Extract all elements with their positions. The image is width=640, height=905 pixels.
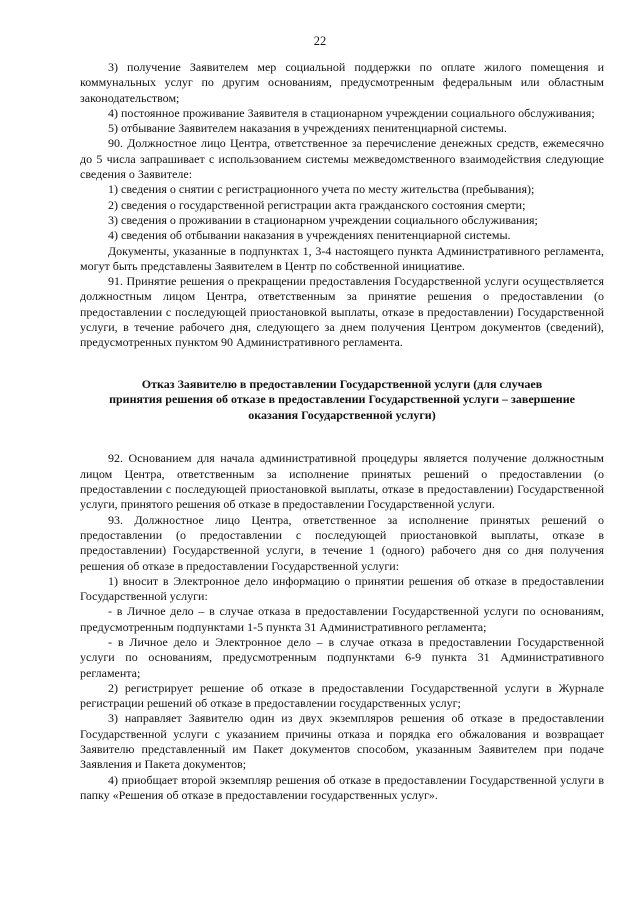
section-heading-line: оказания Государственной услуги) [248, 407, 436, 422]
paragraph: 91. Принятие решения о прекращении предоставления Государственной услуги осуществляется должностным лицом Центра, ответственным за принятие решения о предоставлении (о предоставлении с последующей приостановкой выплаты, отказе в предоставлении) Государственной услуги, в течение рабочего дня, следующего за днем получения Центром документов (сведений), предусмотренных пунктом 90 Административного регламента. [80, 274, 604, 350]
paragraph: 4) приобщает второй экземпляр решения об отказе в предоставлении Государственной услуги в папку «Решения об отказе в предоставлении государственных услуг». [80, 772, 604, 802]
paragraph: - в Личное дело и Электронное дело – в случае отказа в предоставлении Государственной услуги по основаниям, предусмотренным подпунктами 6-9 пункта 31 Административного регламента; [80, 634, 604, 680]
paragraph: 93. Должностное лицо Центра, ответственное за исполнение принятых решений о предоставлении (о предоставлении с последующей приостановкой выплаты, отказе в предоставлении) Государственной услуги, в течение 1 (одного) рабочего дня со дня получения решения об отказе в предоставлении Государственной услуги: [80, 512, 604, 573]
section-heading-line: принятия решения об отказе в предоставлении Государственной услуги – завершение [109, 392, 575, 407]
paragraph: 3) сведения о проживании в стационарном учреждении социального обслуживания; [108, 212, 538, 227]
paragraph: 4) постоянное проживание Заявителя в стационарном учреждении социального обслуживания; [108, 105, 595, 120]
document-body [80, 60, 604, 803]
paragraph: 3) получение Заявителем мер социальной поддержки по оплате жилого помещения и коммунальных услуг по другим основаниям, предусмотренным федеральным или областным законодательством; [80, 60, 604, 105]
page-number: 22 [313, 34, 327, 48]
paragraph: 2) регистрирует решение об отказе в предоставлении Государственной услуги в Журнале регистрации решений об отказе в предоставлении государственных услуг; [80, 680, 604, 711]
paragraph: - в Личное дело – в случае отказа в предоставлении Государственной услуги по основаниям, предусмотренным подпунктами 1-5 пункта 31 Административного регламента; [80, 604, 604, 634]
paragraphs-after-heading [80, 451, 604, 803]
paragraph: 3) направляет Заявителю один из двух экземпляров решения об отказе в предоставлении Государственной услуги с указанием причины отказа и порядка его обжалования и возвращает Заявителю представленный им Пакет документов способом, указанным Заявителем при подаче Заявления и Пакета документов; [80, 711, 604, 772]
paragraph: 1) сведения о снятии с регистрационного учета по месту жительства (пребывания); [108, 182, 535, 197]
paragraph: 4) сведения об отбывании наказания в учреждениях пенитенциарной системы. [108, 228, 511, 243]
section-heading [80, 377, 604, 424]
paragraph: 1) вносит в Электронное дело информацию о принятии решения об отказе в предоставлении Государственной услуги: [80, 573, 604, 604]
paragraph: 5) отбывание Заявителем наказания в учреждениях пенитенциарной системы. [108, 121, 507, 136]
paragraph: 2) сведения о государственной регистрации акта гражданского состояния смерти; [108, 197, 526, 212]
paragraph: Документы, указанные в подпунктах 1, 3-4 настоящего пункта Административного регламента, могут быть представлены Заявителем в Центр по собственной инициативе. [80, 243, 604, 273]
paragraph: 90. Должностное лицо Центра, ответственное за перечисление денежных средств, ежемесячно до 5 числа запрашивает с использованием системы межведомственного взаимодействия следующие сведения о Заявителе: [80, 136, 604, 182]
paragraphs-before-heading [80, 60, 604, 351]
section-heading-line: Отказ Заявителю в предоставлении Государственной услуги (для случаев [141, 376, 543, 391]
paragraph: 92. Основанием для начала административной процедуры является получение должностным лицом Центра, ответственным за исполнение принятых решений о предоставлении (о предоставлении с последующей приостановкой выплаты, отказе в предоставлении) Государственной услуги, принятого решения об отказе в предоставлении Государственной услуги. [80, 451, 604, 512]
